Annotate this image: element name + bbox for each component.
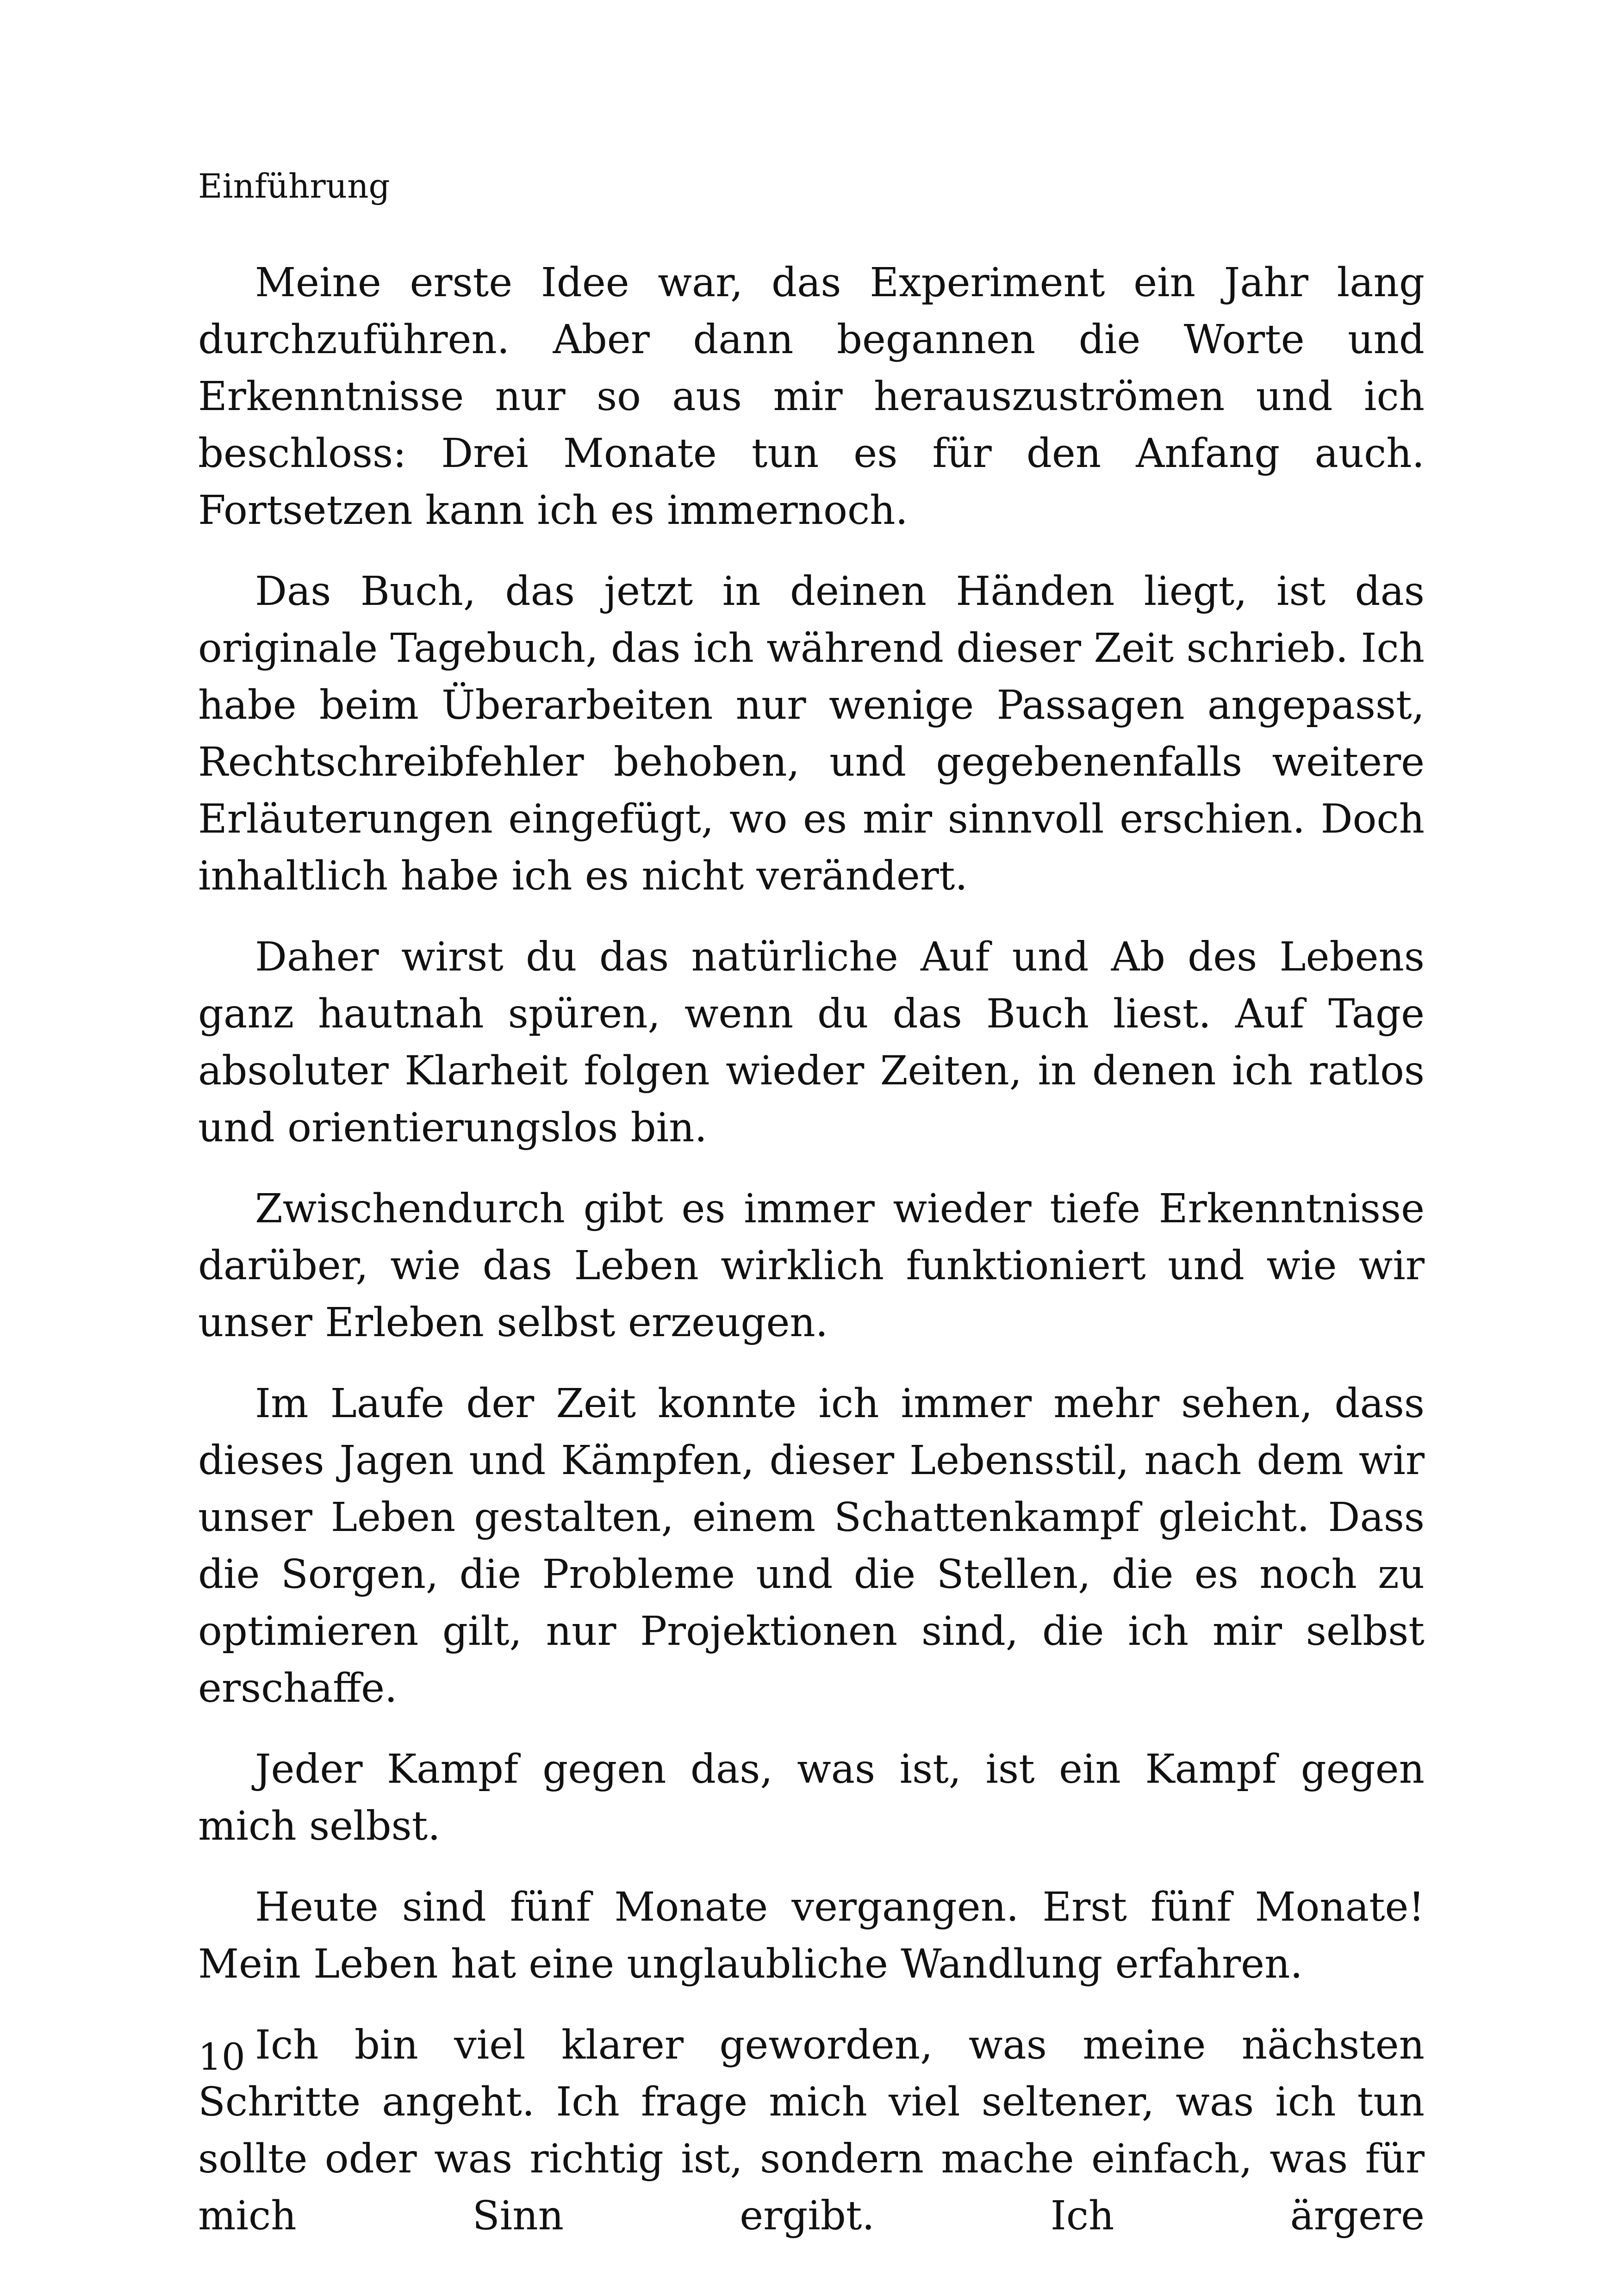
body-text [198,255,1425,2245]
running-title: Einführung [198,167,390,205]
paragraph: Heute sind fünf Monate vergangen. Erst fünf Monate! Mein Leben hat eine unglaubliche Wandlung erfahren. [198,1884,1425,1987]
paragraph: Ich bin viel klarer geworden, was meine nächsten Schritte angeht. Ich frage mich viel seltener, was ich tun sollte oder was richtig ist, sondern mache einfach, was für mich Sinn ergibt. Ich ärgere [198,2022,1425,2239]
page-number: 10 [198,2035,245,2078]
paragraph: Jeder Kampf gegen das, was ist, ist ein Kampf gegen mich selbst. [198,1746,1425,1849]
paragraph: Daher wirst du das natürliche Auf und Ab des Lebens ganz hautnah spüren, wenn du das Buch liest. Auf Tage absoluter Klarheit folgen wieder Zeiten, in denen ich ratlos und orientierungslos bin. [198,934,1425,1151]
paragraph: Meine erste Idee war, das Experiment ein Jahr lang durchzuführen. Aber dann begannen die Worte und Erkenntnisse nur so aus mir herauszuströmen und ich beschloss: Drei Monate tun es für den Anfang auch. Fortsetzen kann ich es immernoch. [198,260,1425,534]
paragraph: Zwischendurch gibt es immer wieder tiefe Erkenntnisse darüber, wie das Leben wirklich funktioniert und wie wir unser Erleben selbst erzeugen. [198,1186,1425,1346]
paragraph: Das Buch, das jetzt in deinen Händen liegt, ist das originale Tagebuch, das ich während dieser Zeit schrieb. Ich habe beim Überarbeiten nur wenige Passagen angepasst, Rechtschreibfehler behoben, und gegebenenfalls weitere Erläuterungen eingefügt, wo es mir sinnvoll erschien. Doch inhaltlich habe ich es nicht verändert. [198,568,1425,899]
paragraph: Im Laufe der Zeit konnte ich immer mehr sehen, dass dieses Jagen und Kämpfen, dieser Lebensstil, nach dem wir unser Leben gestalten, einem Schattenkampf gleicht. Dass die Sorgen, die Probleme und die Stellen, die es noch zu optimieren gilt, nur Projektionen sind, die ich mir selbst erschaffe. [198,1381,1425,1711]
